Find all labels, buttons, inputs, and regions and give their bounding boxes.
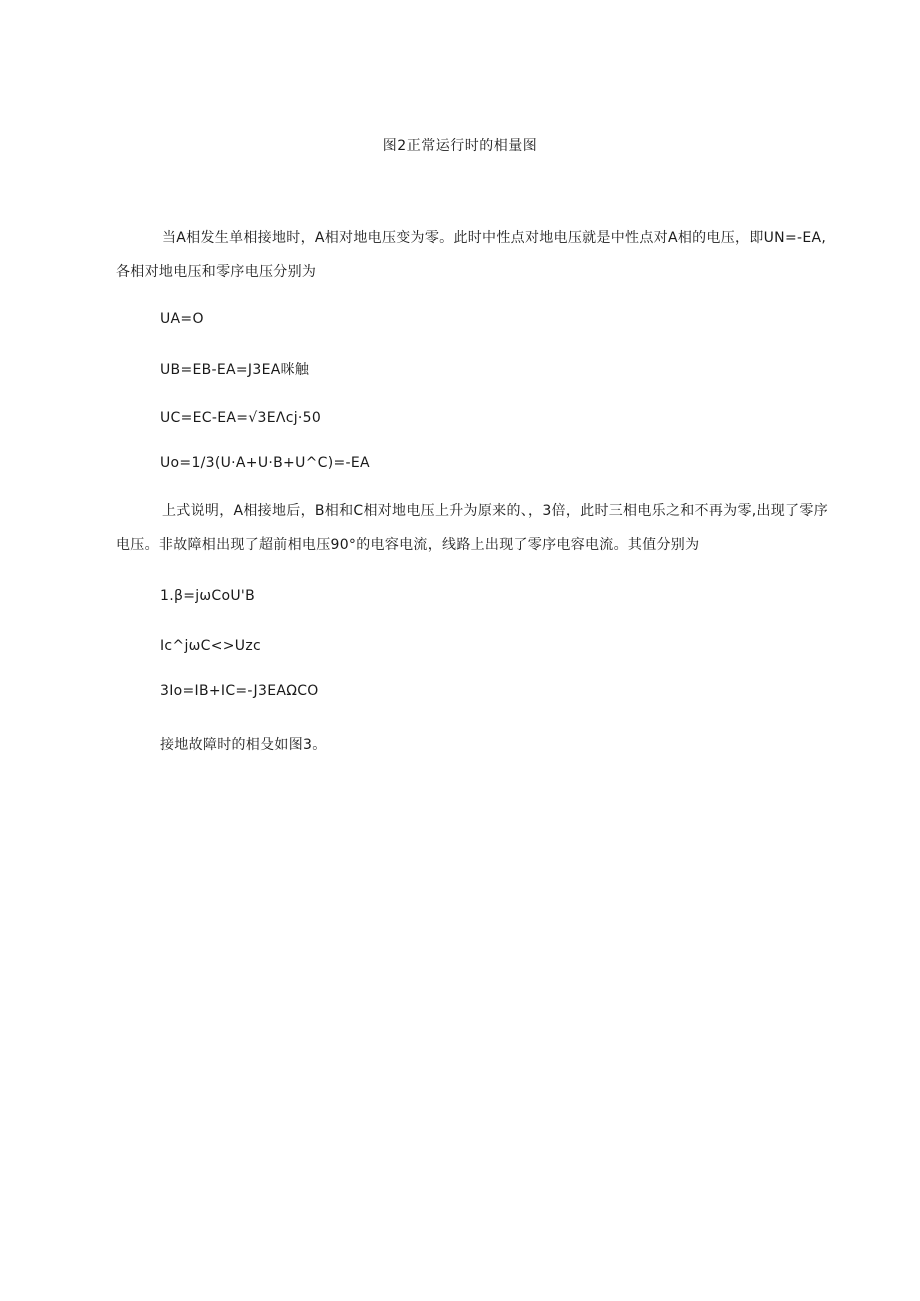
closing-sentence: 接地故障时的相殳如图3。 xyxy=(160,737,327,753)
paragraph-single-phase-grounding: 当A相发生单相接地时，A相对地电压变为零。此时中性点对地电压就是中性点对A相的电压，即UN=-EA,各相对地电压和零序电压分别为 xyxy=(116,230,827,280)
formula-ub: UB=EB-EA=J3EA咪触 xyxy=(160,362,310,378)
formula-uo: Uo=1/3(U·A+U·B+U^C)=-EA xyxy=(160,455,370,471)
formula-ib: 1.β=jωCoU'B xyxy=(160,588,255,604)
formula-ic: Ic^jωC<>Uzc xyxy=(160,638,261,654)
formula-ua: UA=O xyxy=(160,311,204,327)
figure-caption: 图2正常运行时的相量图 xyxy=(382,138,538,154)
paragraph-explanation: 上式说明，A相接地后，B相和C相对地电压上升为原来的、，3倍，此时三相电乐之和不再为零,出现了零序电压。非故障相出现了超前相电压90°的电容电流，线路上出现了零序电容电流。其值分别为 xyxy=(116,503,829,553)
formula-uc: UC=EC-EA=√3EΛcj·50 xyxy=(160,410,322,426)
formula-3io: 3Io=IB+IC=-J3EAΩCO xyxy=(160,683,319,699)
